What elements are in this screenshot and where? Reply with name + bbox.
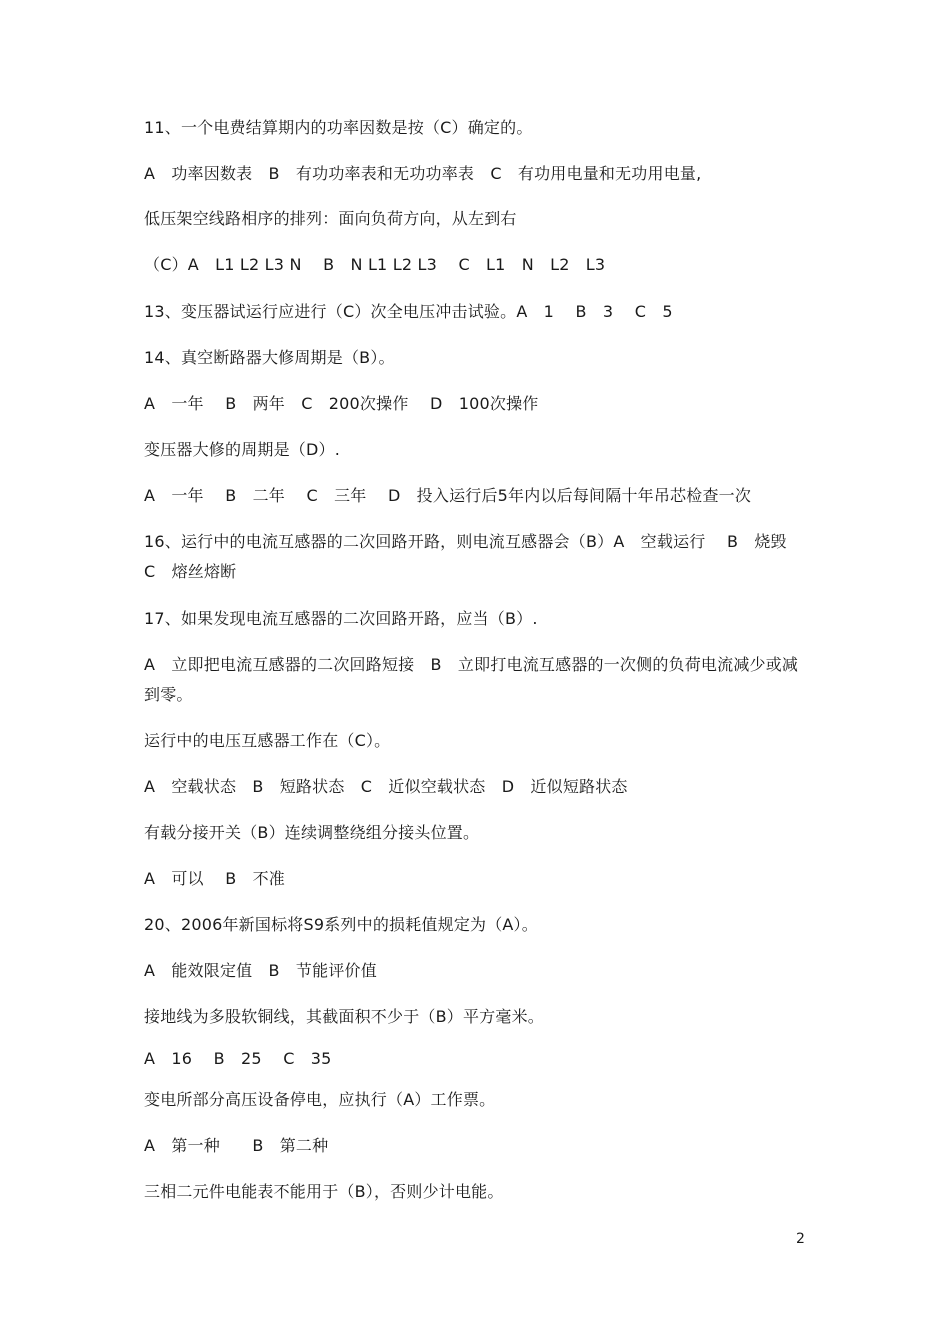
question-17: 17、如果发现电流互感器的二次回路开路，应当（B）. (144, 609, 538, 628)
question-23: 三相二元件电能表不能用于（B），否则少计电能。 (144, 1182, 504, 1201)
question-22-options: A 第一种 B 第二种 (144, 1136, 329, 1155)
question-19: 有载分接开关（B）连续调整绕组分接头位置。 (144, 823, 480, 842)
question-20-options: A 能效限定值 B 节能评价值 (144, 961, 377, 980)
question-11-options: A 功率因数表 B 有功功率表和无功功率表 C 有功用电量和无功用电量, (144, 164, 702, 183)
question-16: 16、运行中的电流互感器的二次回路开路，则电流互感器会（B）A 空载运行 B 烧毁 C 熔丝熔断 (144, 532, 803, 581)
question-20: 20、2006年新国标将S9系列中的损耗值规定为（A）。 (144, 915, 538, 934)
question-11: 11、一个电费结算期内的功率因数是按（C）确定的。 (144, 118, 533, 137)
page-number: 2 (796, 1231, 805, 1247)
question-21-options: A 16 B 25 C 35 (144, 1049, 332, 1068)
question-14: 14、真空断路器大修周期是（B）。 (144, 348, 395, 367)
question-18: 运行中的电压互感器工作在（C）。 (144, 731, 391, 750)
question-15: 变压器大修的周期是（D）. (144, 440, 341, 459)
question-14-options: A 一年 B 两年 C 200次操作 D 100次操作 (144, 394, 539, 413)
question-22: 变电所部分高压设备停电，应执行（A）工作票。 (144, 1090, 496, 1109)
question-18-options: A 空载状态 B 短路状态 C 近似空载状态 D 近似短路状态 (144, 777, 628, 796)
question-13: 13、变压器试运行应进行（C）次全电压冲击试验。A 1 B 3 C 5 (144, 302, 673, 321)
question-12: 低压架空线路相序的排列：面向负荷方向，从左到右 (144, 209, 517, 228)
question-12-options: （C）A L1 L2 L3 N B N L1 L2 L3 C L1 N L2 L3 (144, 255, 606, 274)
question-17-options: A 立即把电流互感器的二次回路短接 B 立即打电流互感器的一次侧的负荷电流减少或减到零。 (144, 655, 799, 704)
question-15-options: A 一年 B 二年 C 三年 D 投入运行后5年内以后每间隔十年吊芯检查一次 (144, 486, 752, 505)
question-21: 接地线为多股软铜线，其截面积不少于（B）平方毫米。 (144, 1007, 544, 1026)
question-19-options: A 可以 B 不准 (144, 869, 286, 888)
